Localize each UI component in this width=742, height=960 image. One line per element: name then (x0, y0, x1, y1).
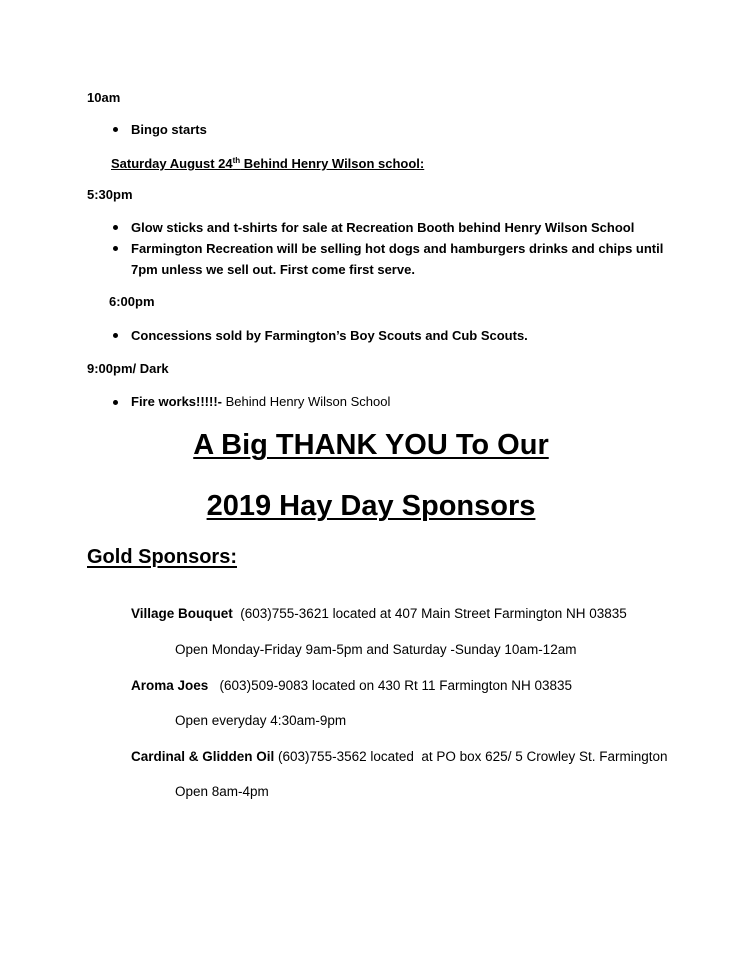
time-10am: 10am (87, 90, 121, 105)
saturday-location: Behind Henry Wilson school: (240, 156, 425, 171)
sponsor-name: Aroma Joes (131, 678, 209, 693)
gold-sponsors-heading: Gold Sponsors: (87, 546, 237, 568)
glow-sticks-item: Glow sticks and t-shirts for sale at Recreation Booth behind Henry Wilson School (131, 220, 635, 235)
thank-you-heading: A Big THANK YOU To Our (193, 429, 549, 461)
bullet-icon (113, 246, 118, 251)
bullet-icon (113, 400, 118, 405)
farmington-item-line2: 7pm unless we sell out. First come first serve. (131, 262, 415, 277)
sponsor-village-bouquet (131, 605, 627, 623)
sponsor-name: Village Bouquet (131, 606, 233, 621)
sponsor-aroma-joes (131, 677, 572, 695)
fireworks-label: Fire works!!!!!- (131, 394, 222, 409)
sponsor-info: (603)755-3562 located at PO box 625/ 5 Crowley St. Farmington (274, 749, 668, 764)
sponsor-hours: Open everyday 4:30am-9pm (175, 713, 347, 728)
sponsor-info: (603)755-3621 located at 407 Main Street Farmington NH 03835 (232, 606, 627, 621)
time-530pm: 5:30pm (87, 187, 133, 202)
fireworks-item (131, 393, 390, 411)
bingo-item: Bingo starts (131, 122, 207, 137)
saturday-date-suffix: th (232, 156, 241, 165)
sponsors-heading: 2019 Hay Day Sponsors (206, 490, 536, 522)
saturday-date: Saturday August 24 (111, 156, 233, 171)
fireworks-location: Behind Henry Wilson School (222, 394, 391, 409)
sponsor-info: (603)509-9083 located on 430 Rt 11 Farmington NH 03835 (208, 678, 573, 693)
farmington-item-line1: Farmington Recreation will be selling hot dogs and hamburgers drinks and chips until (131, 241, 664, 256)
bullet-icon (113, 127, 118, 132)
time-600pm: 6:00pm (109, 294, 155, 309)
saturday-heading (111, 155, 424, 173)
sponsor-cardinal-glidden-oil (131, 748, 668, 766)
bullet-icon (113, 333, 118, 338)
concessions-item: Concessions sold by Farmington’s Boy Scouts and Cub Scouts. (131, 328, 528, 343)
sponsor-hours: Open Monday-Friday 9am-5pm and Saturday -Sunday 10am-12am (175, 642, 577, 657)
time-900pm: 9:00pm/ Dark (87, 361, 169, 376)
sponsor-name: Cardinal & Glidden Oil (131, 749, 275, 764)
sponsor-hours: Open 8am-4pm (175, 784, 269, 799)
bullet-icon (113, 225, 118, 230)
